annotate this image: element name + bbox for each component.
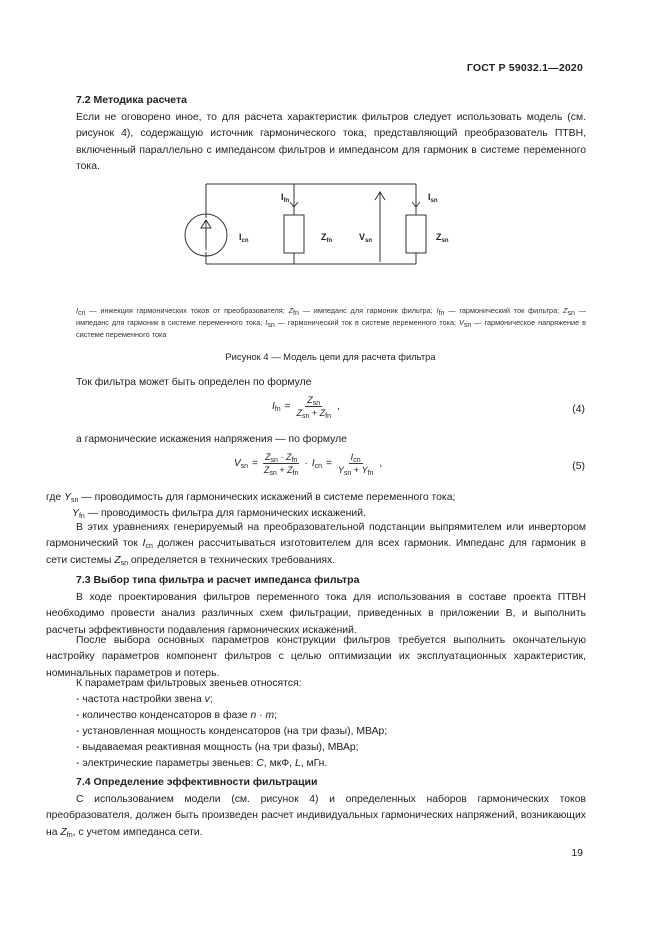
figure-caption: Рисунок 4 — Модель цепи для расчета фильтра (225, 351, 436, 362)
figure-legend: $I_{cn}$ — инжекция гармонических токов от преобразователя; $Z_{fn}$ — импеданс для гармоник фильтра; $I_{fn}$ — гармонический ток фильтра; $Z_{sn}$ — импеданс для гармоник в системе переменного тока; $I_{sn}$ — гармонический ток в системе переменного тока; $V_{sn}$ — гармоническое напряжение в системе переменного тока (76, 306, 587, 340)
list-item: - выдаваемая реактивная мощность (на три фазы), МВАр; (76, 742, 359, 753)
list-item: - частота настройки звена v; (76, 694, 213, 705)
filter-impedance-box (284, 215, 304, 253)
where-line-2: $Y_{fn}$ — проводимость фильтра для гармонических искажений. (72, 508, 366, 520)
list-item: - количество конденсаторов в фазе n · m; (76, 710, 278, 721)
list-item: - электрические параметры звеньев: C, мкФ, L, мГн. (76, 758, 328, 769)
section-7-3-title: 7.3 Выбор типа фильтра и расчет импеданса фильтра (76, 574, 360, 586)
where-line-1: где $Y_{sn}$ — проводимость для гармонических искажений в системе переменного тока; (46, 492, 456, 504)
label-z-fn: $Z_{fn}$ (321, 232, 333, 244)
document-header: ГОСТ Р 59032.1—2020 (466, 62, 583, 74)
section-7-2-title: 7.2 Методика расчета (76, 94, 187, 106)
label-v-sn: $V_{sn}$ (359, 232, 373, 244)
equation-4-number: (4) (572, 404, 585, 415)
parameters-intro: К параметрам фильтровых звеньев относятся: (76, 678, 302, 689)
equation-5-number: (5) (572, 461, 585, 472)
list-item: - установленная мощность конденсаторов (на три фазы), МВАр; (76, 726, 388, 737)
section-7-4-paragraph: С использованием модели (см. рисунок 4) и определенных наборов гармонических токов преобразователя, должен быть произведен расчет индивидуальных гармонических напряжений, возникающих на $Z_{fn}$, с учетом импеданса сети. (46, 794, 586, 839)
label-i-sn: $I_{sn}$ (428, 192, 438, 204)
equation-4: $I_{fn}$ = $\frac{Z_{sn}}{Z_{sn} + Z_{fn}}$ , (272, 395, 340, 420)
section-7-4-title: 7.4 Определение эффективности фильтрации (76, 776, 318, 788)
section-7-2-paragraph (76, 110, 586, 176)
equation-5: $V_{sn}$ = $\frac{Z_{sn} \cdot Z_{fn}}{Z_{sn} + Z_{fn}}$ · $I_{cn}$ = $\frac{I_{cn}}{Y_{sn} + Y_{fn}}$ , (234, 452, 383, 477)
page-number: 19 (571, 847, 583, 859)
eq4-fraction: $\frac{Z_{sn}}{Z_{sn} + Z_{fn}}$ (296, 395, 332, 420)
system-impedance-box (406, 215, 426, 253)
section-7-3-paragraph-2: После выбора основных параметров конструкции фильтров требуется выполнить окончательную настройку параметров компонент фильтров с целью оптимизации их эксплуатационных характеристик, номинальных параметров и потерь. (46, 635, 586, 679)
section-7-2-text: Если не оговорено иное, то для расчета характеристик фильтров следует использовать модель (см. рисунок 4), содержащую источник гармонического тока, представляющий преобразователь ПТВН, включенный параллельно с импедансом фильтров и импедансом для гармоник в системе переменного тока. (76, 112, 586, 173)
formula-5-intro: а гармонические искажения напряжения — по формуле (76, 434, 347, 445)
label-z-sn: $Z_{sn}$ (436, 232, 449, 244)
label-i-fn: $I_{fn}$ (281, 192, 290, 204)
circuit-diagram (180, 180, 450, 280)
equations-explanation: В этих уравнениях генерируемый на преобразовательной подстанции выпрямителем или инвертором гармонический ток $I_{cn}$ должен рассчитываться изготовителем для всех гармоник. Импеданс для гармоник в сети системы $Z_{sn}$ определяется в технических требованиях. (46, 522, 586, 567)
formula-4-intro: Ток фильтра может быть определен по формуле (76, 377, 312, 388)
label-i-cn: $I_{cn}$ (239, 232, 249, 244)
section-7-3-paragraph-1: В ходе проектирования фильтров переменного тока для использования в составе проекта ПТВН необходимо провести анализ различных схем фильтрации, приведенных в приложении В, и выполнить расчеты эффективности подавления гармонических искажений. (46, 592, 586, 636)
